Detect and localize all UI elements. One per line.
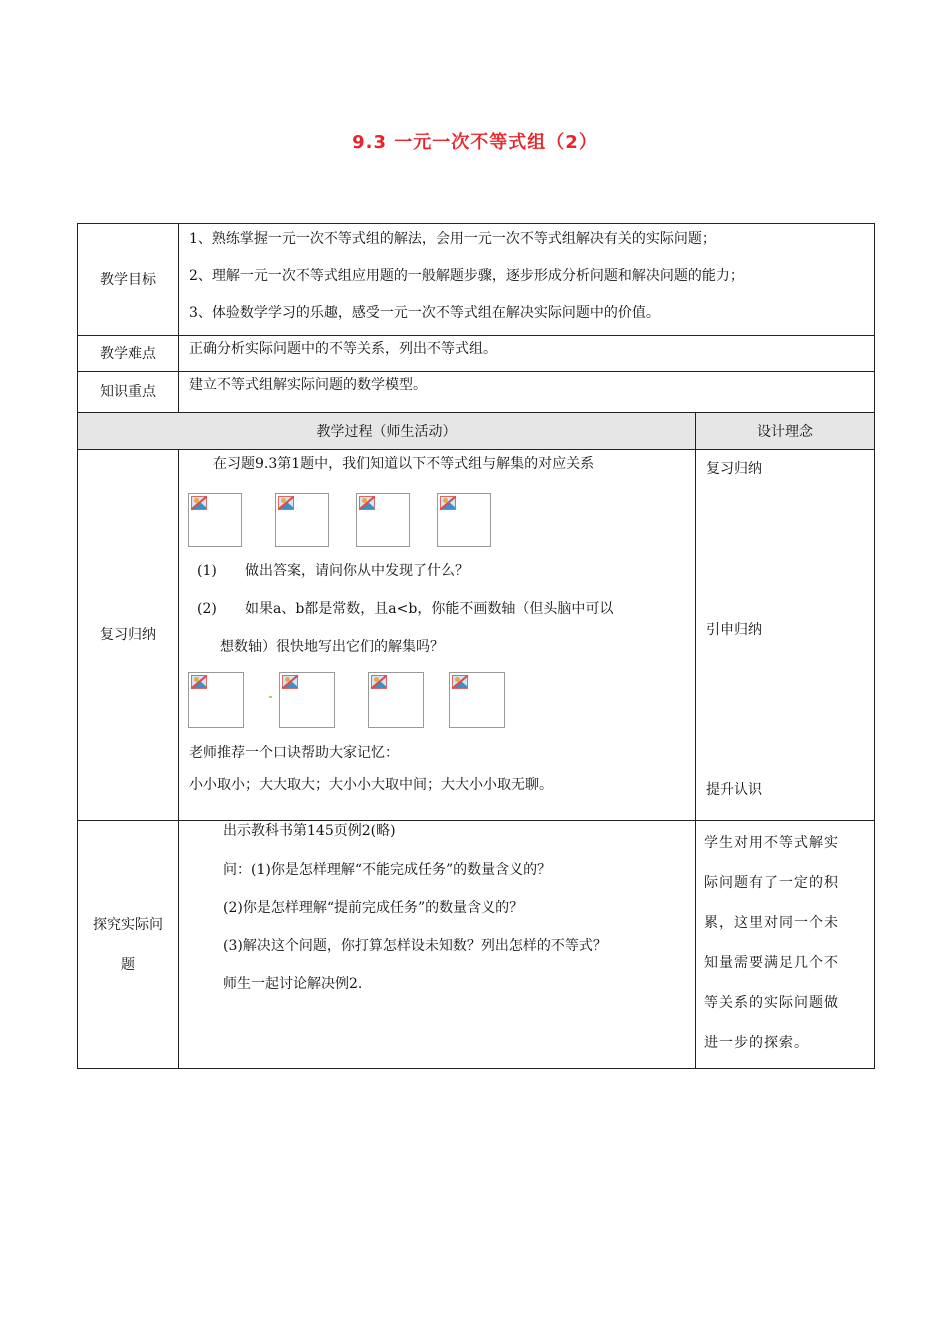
goal-item: 1、熟练掌握一元一次不等式组的解法，会用一元一次不等式组解决有关的实际问题； [189, 231, 716, 247]
explore-note-line: 等关系的实际问题做 [704, 995, 839, 1011]
explore-note-line: 知量需要满足几个不 [704, 955, 839, 971]
lesson-plan-table [77, 223, 875, 1069]
review-intro: 在习题9.3第1题中，我们知道以下不等式组与解集的对应关系 [213, 456, 595, 472]
goal-item: 3、体验数学学习的乐趣，感受一元一次不等式组在解决实际问题中的价值。 [189, 305, 660, 321]
goals-row [78, 224, 875, 336]
concept-header: 设计理念 [696, 413, 875, 450]
keypoint-row [78, 372, 875, 413]
goals-label: 教学目标 [78, 224, 179, 336]
explore-line: (2)你是怎样理解“提前完成任务”的数量含义的？ [223, 900, 524, 916]
explore-notes [696, 821, 875, 1069]
explore-line: 出示教科书第145页例2(略) [223, 823, 396, 839]
broken-image-icon [449, 672, 505, 728]
review-notes [696, 450, 875, 821]
question-text: 做出答案，请问你从中发现了什么？ [245, 563, 469, 579]
review-content [179, 450, 696, 821]
keypoint-text: 建立不等式组解实际问题的数学模型。 [189, 377, 427, 393]
figure-row-1 [179, 480, 695, 552]
explore-label-line: 题 [121, 956, 135, 973]
page-title: 9.3 一元一次不等式组（2） [352, 132, 598, 153]
question-1 [179, 552, 695, 590]
process-header-row [78, 413, 875, 450]
difficulty-text: 正确分析实际问题中的不等关系，列出不等式组。 [189, 341, 497, 357]
note-extend: 引申归纳 [706, 622, 762, 638]
explore-note-line: 际问题有了一定的积 [704, 875, 839, 891]
question-number: (1) [197, 563, 217, 579]
note-review: 复习归纳 [706, 461, 762, 477]
broken-image-icon [368, 672, 424, 728]
question-text: 如果a、b都是常数，且a<b，你能不画数轴（但头脑中可以 [245, 601, 614, 617]
mnemonic-intro: 老师推荐一个口诀帮助大家记忆： [189, 745, 399, 761]
broken-image-icon [356, 493, 410, 547]
broken-image-icon [188, 493, 242, 547]
review-label: 复习归纳 [78, 450, 179, 821]
explore-line: (3)解决这个问题，你打算怎样设未知数？列出怎样的不等式？ [223, 938, 607, 954]
stray-mark [269, 696, 272, 698]
question-2-cont [179, 628, 695, 666]
review-row [78, 450, 875, 821]
broken-image-icon [437, 493, 491, 547]
explore-line: 师生一起讨论解决例2. [223, 976, 363, 992]
mnemonic-text: 小小取小；大大取大；大小小大取中间；大大小小取无聊。 [189, 777, 553, 793]
goal-item: 2、理解一元一次不等式组应用题的一般解题步骤，逐步形成分析问题和解决问题的能力； [189, 268, 744, 284]
question-number: (2) [197, 601, 217, 617]
keypoint-label: 知识重点 [78, 372, 179, 413]
question-2 [179, 590, 695, 628]
explore-note-line: 进一步的探索。 [704, 1035, 809, 1051]
explore-label-line: 探究实际问 [93, 916, 163, 933]
goals-content [179, 224, 875, 336]
difficulty-row [78, 336, 875, 372]
explore-row [78, 821, 875, 1069]
difficulty-content [179, 336, 875, 372]
broken-image-icon [275, 493, 329, 547]
difficulty-label: 教学难点 [78, 336, 179, 372]
keypoint-content [179, 372, 875, 413]
explore-content [179, 821, 696, 1069]
explore-label [78, 821, 179, 1069]
explore-note-line: 累，这里对同一个未 [704, 915, 839, 931]
explore-note-line: 学生对用不等式解实 [704, 835, 839, 851]
process-header: 教学过程（师生活动） [78, 413, 696, 450]
broken-image-icon [279, 672, 335, 728]
question-text: 想数轴）很快地写出它们的解集吗？ [220, 639, 444, 655]
figure-row-2 [179, 666, 695, 736]
broken-image-icon [188, 672, 244, 728]
note-enhance: 提升认识 [706, 782, 762, 798]
explore-line: 问：(1)你是怎样理解“不能完成任务”的数量含义的？ [223, 862, 552, 878]
